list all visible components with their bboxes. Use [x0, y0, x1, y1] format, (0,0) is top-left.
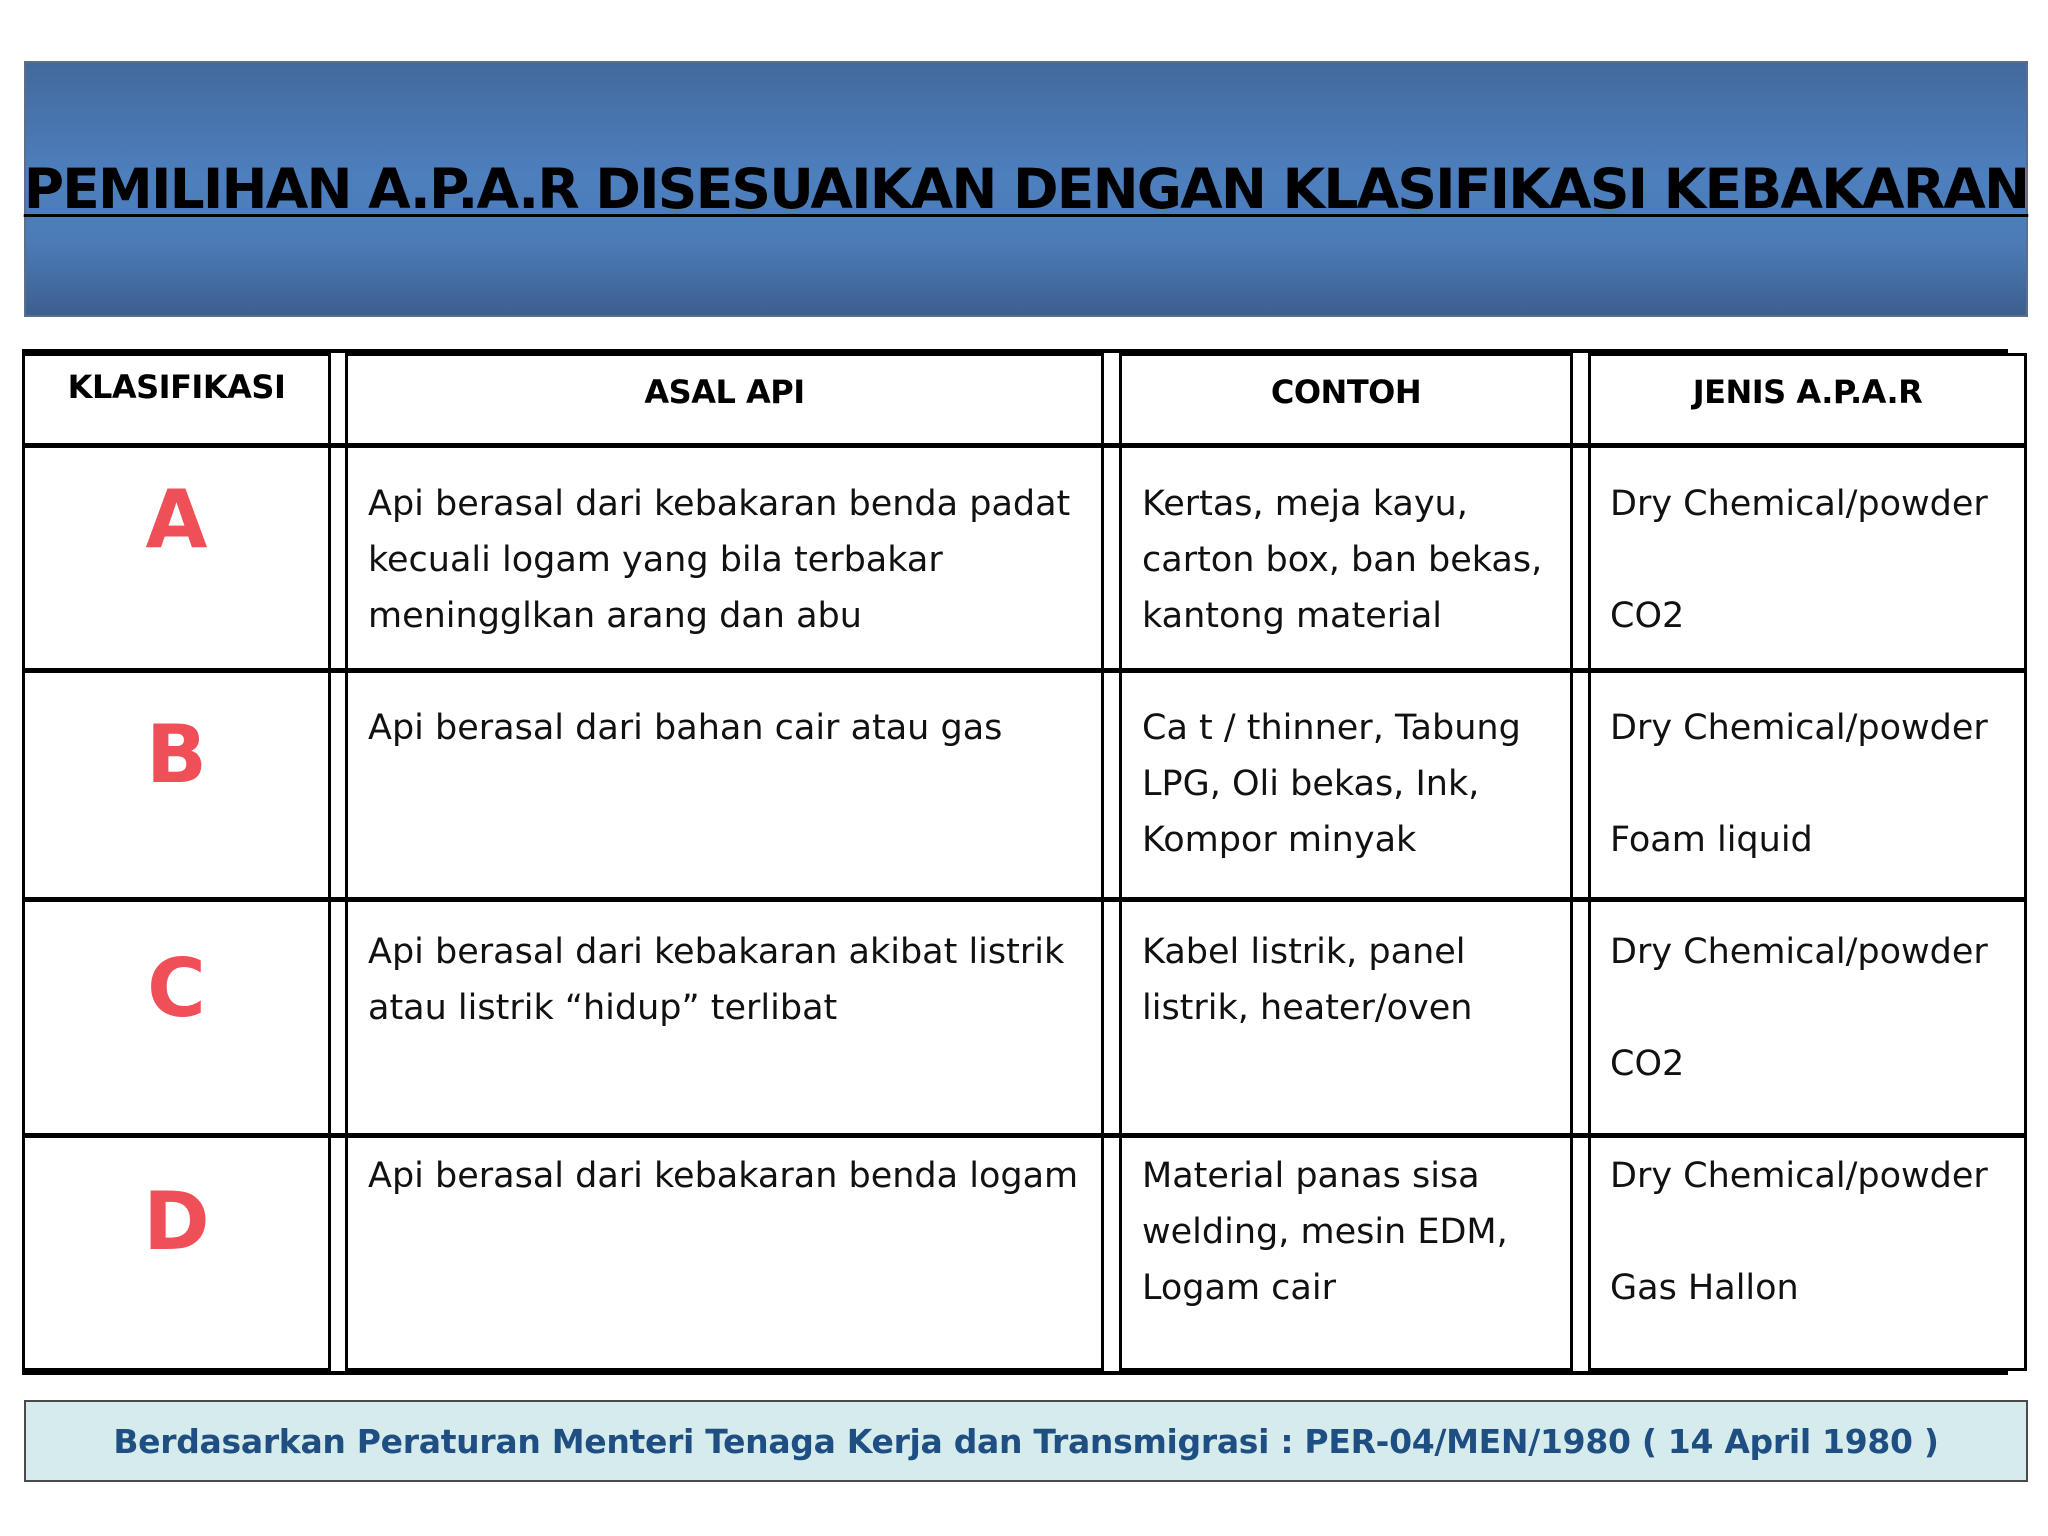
asal-api-a: Api berasal dari kebakaran benda padat kecuali logam yang bila terbakar meningglkan arang dan abu — [368, 484, 1071, 636]
footer-banner — [24, 1400, 2028, 1482]
regulation-note: Berdasarkan Peraturan Menteri Tenaga Kerja dan Transmigrasi : PER-04/MEN/1980 ( 14 April 1980 ) — [113, 1421, 1939, 1461]
asal-api-c: Api berasal dari kebakaran akibat listrik atau listrik “hidup” terlibat — [368, 932, 1065, 1028]
contoh-d: Material panas sisa welding, mesin EDM, Logam cair — [1142, 1156, 1508, 1308]
row-separator — [22, 1133, 2027, 1138]
header-separator — [22, 443, 2027, 448]
class-letter-c: C — [147, 942, 206, 1035]
header-asal-api: ASAL API — [644, 373, 805, 411]
class-letter-a: A — [145, 473, 208, 566]
jenis-apar-a: Dry Chemical/powder CO2 — [1610, 484, 1988, 636]
row-separator — [22, 897, 2027, 902]
table-top-rule — [22, 349, 2008, 353]
jenis-apar-c: Dry Chemical/powder CO2 — [1610, 932, 1988, 1084]
class-letter-b: B — [146, 708, 207, 801]
jenis-apar-d: Dry Chemical/powder Gas Hallon — [1610, 1156, 1988, 1308]
contoh-a: Kertas, meja kayu, carton box, ban bekas, kantong material — [1142, 484, 1543, 636]
page-title: PEMILIHAN A.P.A.R DISESUAIKAN DENGAN KLASIFIKASI KEBAKARAN — [23, 157, 2029, 221]
header-contoh: CONTOH — [1270, 373, 1422, 411]
contoh-b: Ca t / thinner, Tabung LPG, Oli bekas, Ink, Kompor minyak — [1142, 708, 1521, 860]
asal-api-d: Api berasal dari kebakaran benda logam — [368, 1156, 1079, 1196]
asal-api-b: Api berasal dari bahan cair atau gas — [368, 708, 1003, 748]
row-separator — [22, 668, 2027, 673]
header-klasifikasi: KLASIFIKASI — [67, 368, 286, 406]
table-bottom-rule — [22, 1371, 2008, 1375]
class-letter-d: D — [143, 1175, 210, 1268]
header-jenis-apar: JENIS A.P.A.R — [1692, 373, 1923, 411]
contoh-c: Kabel listrik, panel listrik, heater/oven — [1142, 932, 1473, 1028]
jenis-apar-b: Dry Chemical/powder Foam liquid — [1610, 708, 1988, 860]
